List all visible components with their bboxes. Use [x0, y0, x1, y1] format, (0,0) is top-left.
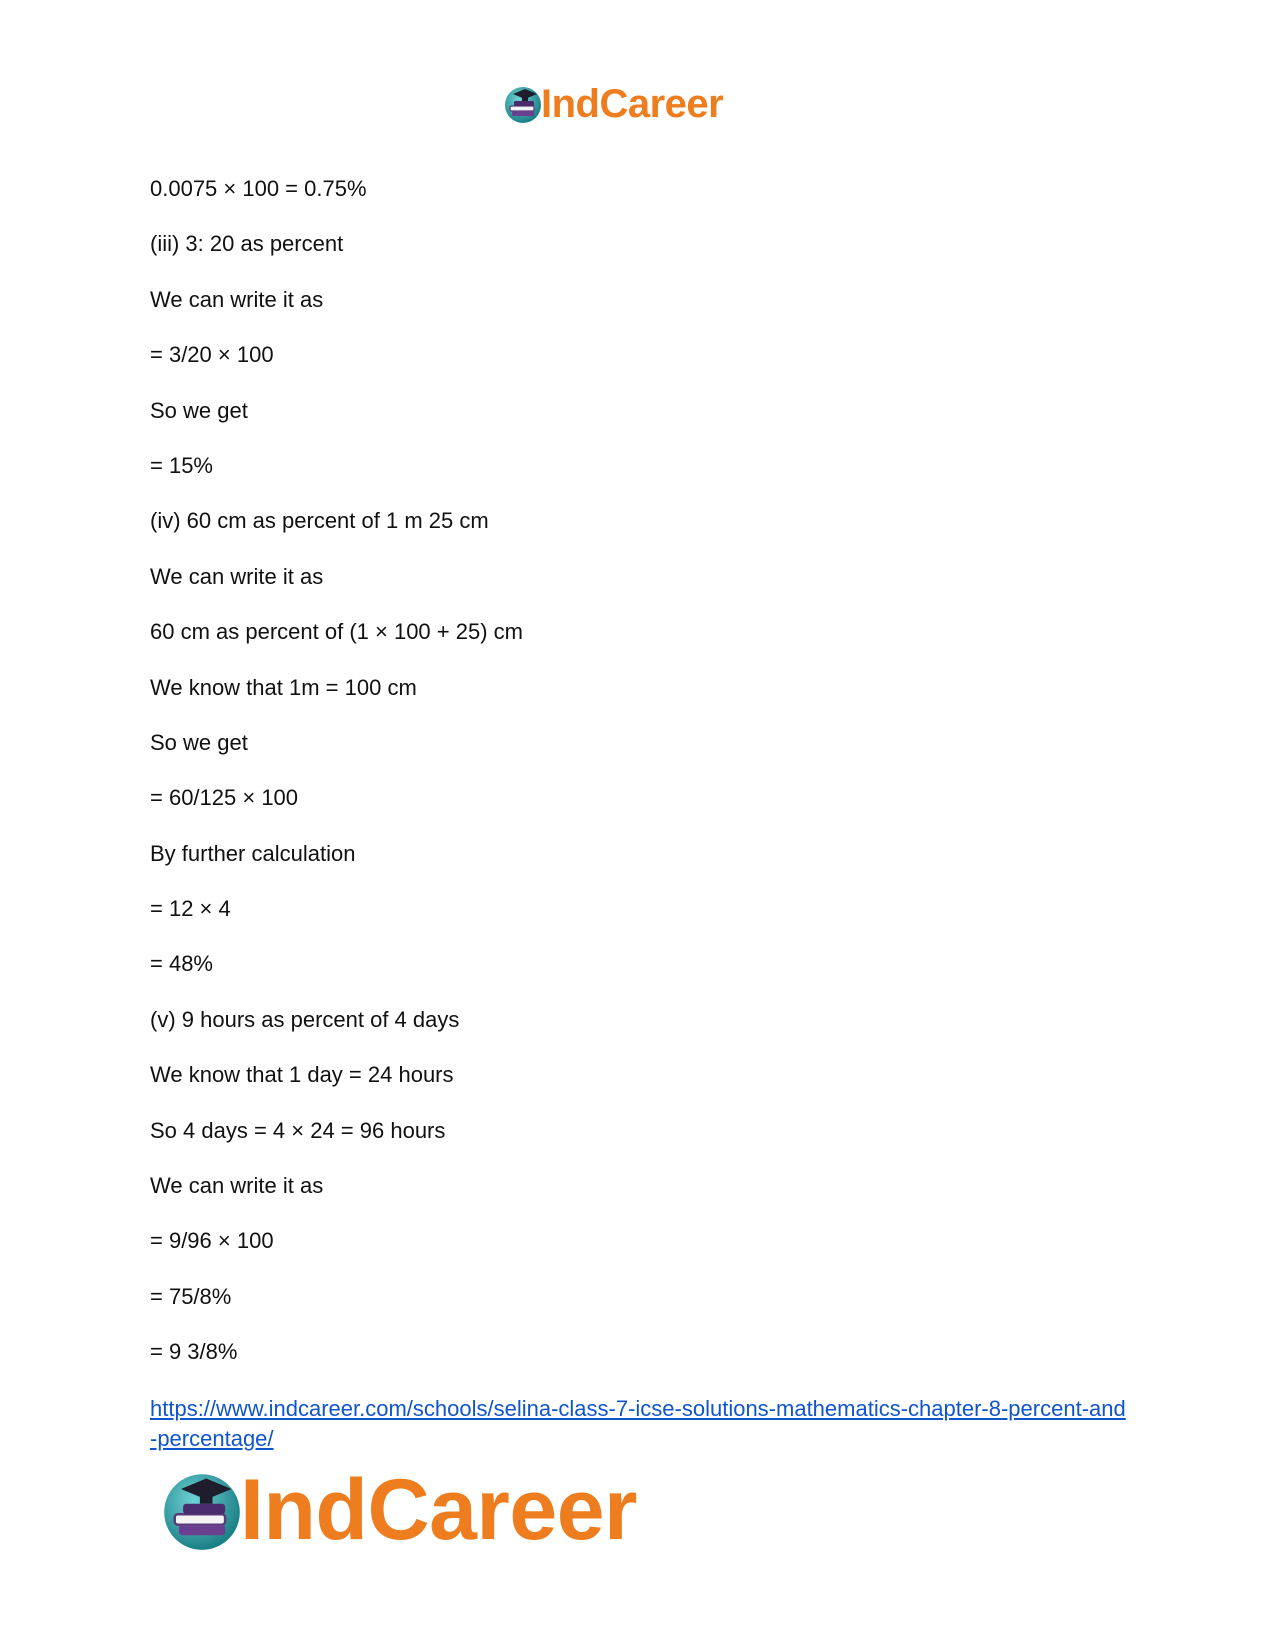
- text-line: = 48%: [150, 951, 213, 977]
- logo-wordmark: IndCareer: [541, 82, 724, 126]
- text-line: = 15%: [150, 452, 213, 478]
- text-line: = 60/125 × 100: [150, 785, 299, 811]
- text-line: By further calculation: [150, 840, 356, 866]
- text-line: = 9/96 × 100: [150, 1228, 274, 1254]
- text-line: We can write it as: [150, 563, 324, 589]
- globe-book-cap-icon: [503, 84, 543, 124]
- text-line: We can write it as: [150, 1173, 324, 1199]
- text-line: 60 cm as percent of (1 × 100 + 25) cm: [150, 619, 523, 645]
- text-line: We know that 1 day = 24 hours: [150, 1062, 454, 1088]
- text-line: (iii) 3: 20 as percent: [150, 231, 344, 257]
- logo-wordmark: IndCareer: [240, 1462, 637, 1558]
- text-line: (v) 9 hours as percent of 4 days: [150, 1006, 460, 1032]
- footer-logo: [160, 1462, 637, 1558]
- source-url-link[interactable]: https://www.indcareer.com/schools/selina-class-7-icse-solutions-mathematics-chapter-8-percent-and-percentage/: [150, 1396, 1126, 1451]
- text-line: (iv) 60 cm as percent of 1 m 25 cm: [150, 508, 489, 534]
- text-line: We know that 1m = 100 cm: [150, 674, 417, 700]
- text-line: 0.0075 × 100 = 0.75%: [150, 176, 367, 201]
- header-logo: [503, 82, 723, 126]
- text-line: So we get: [150, 729, 248, 755]
- text-line: = 75/8%: [150, 1283, 232, 1309]
- text-line: So 4 days = 4 × 24 = 96 hours: [150, 1117, 446, 1143]
- text-line: = 12 × 4: [150, 896, 231, 922]
- globe-book-cap-icon: [160, 1468, 244, 1552]
- text-line: So we get: [150, 397, 248, 423]
- text-line: = 9 3/8%: [150, 1339, 238, 1365]
- solution-text: [150, 176, 1130, 1395]
- text-line: = 3/20 × 100: [150, 342, 274, 368]
- text-line: We can write it as: [150, 286, 324, 312]
